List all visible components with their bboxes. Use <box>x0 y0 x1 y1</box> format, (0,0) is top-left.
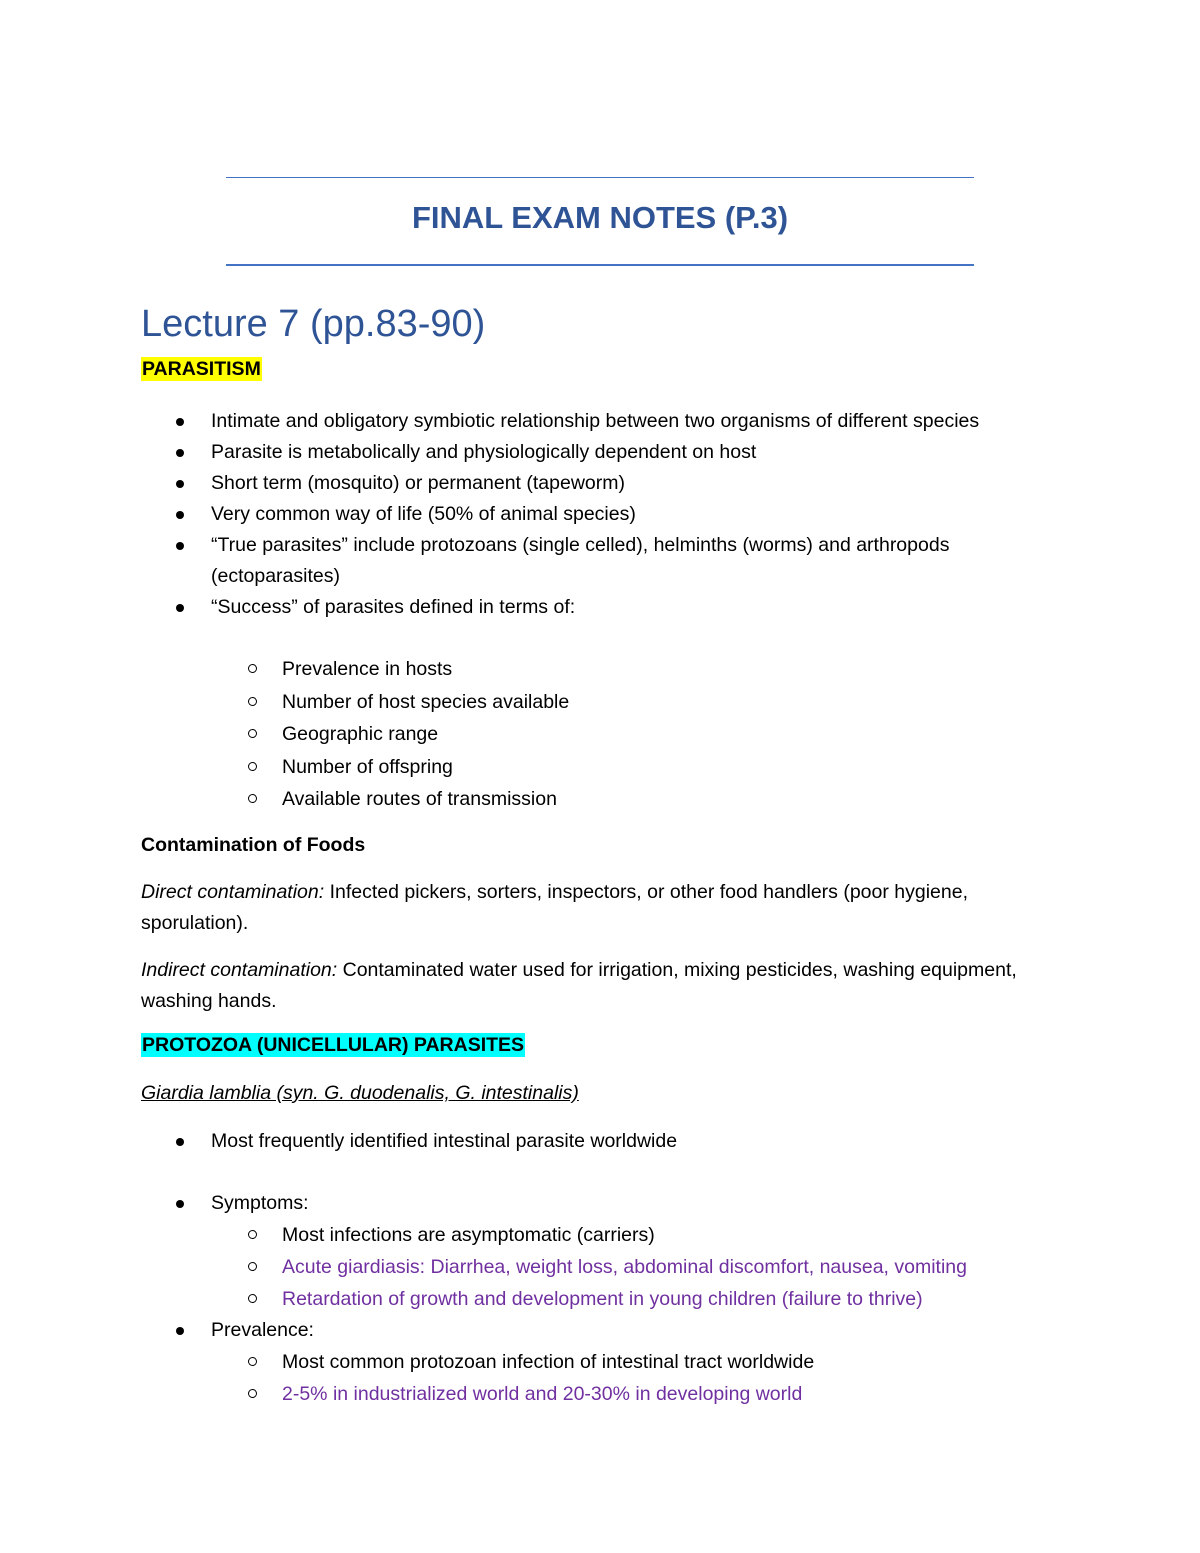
list-item: Symptoms: <box>0 1188 1041 1219</box>
list-item: 2-5% in industrialized world and 20-30% in developing world <box>0 1378 1062 1410</box>
circle-bullet-icon <box>248 1262 257 1271</box>
list-item: Prevalence in hosts <box>0 653 1062 686</box>
title-top-rule <box>226 177 974 178</box>
protozoa-section-heading <box>141 1034 525 1057</box>
circle-bullet-icon <box>248 794 257 803</box>
circle-bullet-icon <box>248 762 257 771</box>
list-item: Acute giardiasis: Diarrhea, weight loss, abdominal discomfort, nausea, vomiting <box>0 1251 1062 1283</box>
circle-bullet-icon <box>248 1357 257 1366</box>
bullet-icon <box>176 542 184 550</box>
list-item: Prevalence: <box>0 1315 1041 1346</box>
lecture-heading: Lecture 7 (pp.83-90) <box>141 303 486 345</box>
bullet-icon <box>176 1138 184 1146</box>
list-item: Parasite is metabolically and physiologically dependent on host <box>0 437 1041 468</box>
circle-bullet-icon <box>248 664 257 673</box>
circle-bullet-icon <box>248 1389 257 1398</box>
giardia-bullet-1 <box>0 1126 1041 1157</box>
parasitism-section-heading <box>141 358 262 381</box>
bullet-icon <box>176 1200 184 1208</box>
protozoa-heading: PROTOZOA (UNICELLULAR) PARASITES <box>142 1034 525 1056</box>
direct-contamination-label: Direct contamination: <box>141 881 325 903</box>
parasitism-heading: PARASITISM <box>142 358 261 380</box>
bullet-icon <box>176 1327 184 1335</box>
indirect-contamination-text: Contaminated water used for irrigation, mixing pesticides, washing equipment, washing hands. <box>141 959 1017 1012</box>
direct-contamination-text: Infected pickers, sorters, inspectors, or other food handlers (poor hygiene, sporulation). <box>141 881 969 934</box>
bullet-icon <box>176 511 184 519</box>
contamination-heading: Contamination of Foods <box>141 834 366 856</box>
list-item: Geographic range <box>0 718 1062 751</box>
list-item: “True parasites” include protozoans (single celled), helminths (worms) and arthropods (ectoparasites) <box>0 530 1041 592</box>
parasitism-bullet-list <box>0 406 1041 623</box>
success-subitem-list <box>0 653 1062 816</box>
bullet-icon <box>176 418 184 426</box>
indirect-contamination-label: Indirect contamination: <box>141 959 338 981</box>
document-title: FINAL EXAM NOTES (P.3) <box>411 200 789 235</box>
list-item: Intimate and obligatory symbiotic relationship between two organisms of different species <box>0 406 1041 437</box>
bullet-icon <box>176 480 184 488</box>
list-item: Most infections are asymptomatic (carriers) <box>0 1219 1062 1251</box>
list-item: Number of offspring <box>0 751 1062 784</box>
bullet-icon <box>176 449 184 457</box>
list-item: “Success” of parasites defined in terms of: <box>0 592 1041 623</box>
circle-bullet-icon <box>248 697 257 706</box>
symptoms-list <box>0 1188 1062 1410</box>
list-item: Number of host species available <box>0 686 1062 719</box>
circle-bullet-icon <box>248 1294 257 1303</box>
circle-bullet-icon <box>248 1230 257 1239</box>
direct-contamination-paragraph <box>141 877 1041 939</box>
giardia-species-name: Giardia lamblia (syn. G. duodenalis, G. intestinalis) <box>141 1082 579 1104</box>
list-item: Short term (mosquito) or permanent (tapeworm) <box>0 468 1041 499</box>
list-item: Very common way of life (50% of animal species) <box>0 499 1041 530</box>
list-item: Available routes of transmission <box>0 783 1062 816</box>
title-bottom-rule <box>226 264 974 266</box>
list-item: Most common protozoan infection of intestinal tract worldwide <box>0 1346 1062 1378</box>
list-item: Most frequently identified intestinal parasite worldwide <box>0 1126 1041 1157</box>
list-item: Retardation of growth and development in young children (failure to thrive) <box>0 1283 1062 1315</box>
bullet-icon <box>176 604 184 612</box>
indirect-contamination-paragraph <box>141 955 1041 1017</box>
circle-bullet-icon <box>248 729 257 738</box>
